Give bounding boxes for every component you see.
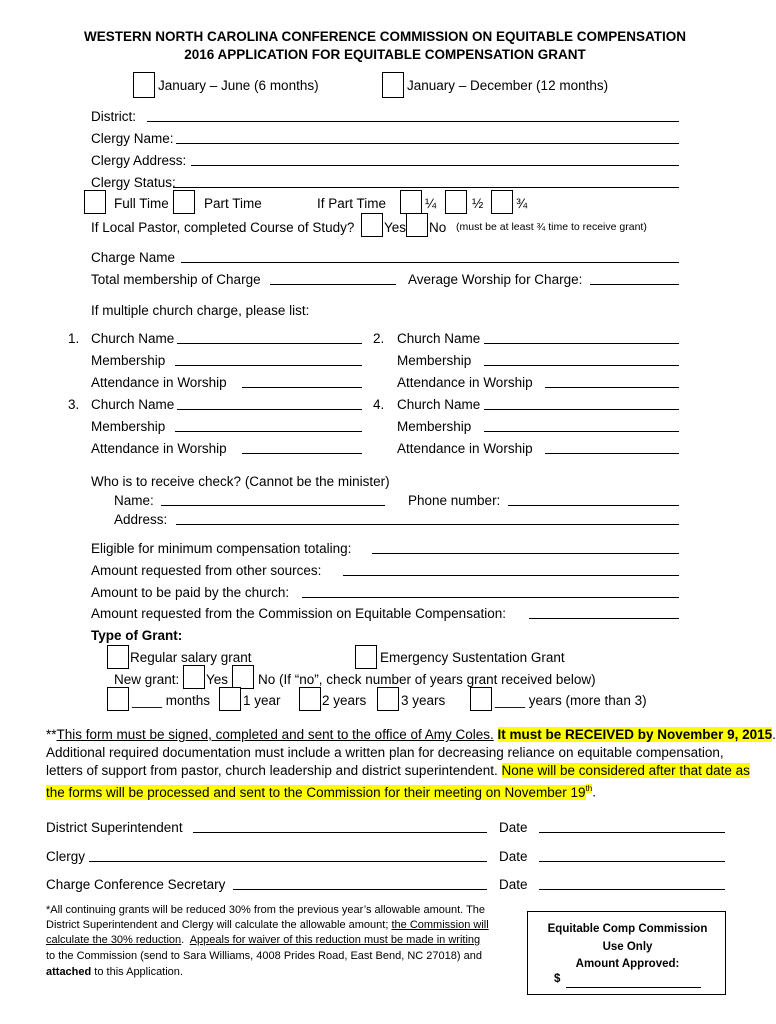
recipient-address-field[interactable]: [176, 524, 679, 525]
footer-line-3-underlined-2: Appeals for waiver of this reduction must be made in writing: [189, 934, 481, 946]
regular-salary-grant-label: Regular salary grant: [130, 650, 252, 665]
office-use-subtitle: Use Only: [602, 940, 653, 953]
notice-line-2: Additional required documentation must include a written plan for decreasing reliance on equitable compensation,: [46, 745, 724, 760]
two-years-label: 2 years: [322, 693, 367, 708]
commission-request-field[interactable]: [529, 618, 679, 619]
footer-attached: attached: [46, 966, 92, 978]
multiple-charge-label: If multiple church charge, please list:: [91, 303, 310, 318]
period-6-months-label: January – June (6 months): [158, 78, 319, 93]
eligible-amount-label: Eligible for minimum compensation totaling:: [91, 541, 352, 556]
new-grant-no-label: No (If “no”, check number of years grant received below): [258, 672, 596, 687]
church-1-attendance-field[interactable]: [242, 387, 362, 388]
clergy-date-field[interactable]: [539, 861, 725, 862]
period-12-months-checkbox[interactable]: [382, 72, 404, 98]
full-time-checkbox[interactable]: [84, 190, 106, 214]
church-3-attendance-field[interactable]: [242, 453, 362, 454]
ds-signature-field[interactable]: [193, 832, 487, 833]
grant-type-heading: Type of Grant:: [91, 628, 183, 643]
church-2-membership-field[interactable]: [484, 365, 679, 366]
notice-line-4-highlight: the forms will be processed and sent to the Commission for their meeting on November 19: [46, 784, 586, 800]
church-4-membership-label: Membership: [397, 419, 472, 434]
church-4-name-label: Church Name: [397, 397, 481, 412]
church-2-name-label: Church Name: [397, 331, 481, 346]
form-title: WESTERN NORTH CAROLINA CONFERENCE COMMISSION ON EQUITABLE COMPENSATION: [83, 29, 686, 44]
church-1-name-label: Church Name: [91, 331, 175, 346]
church-2-number: 2.: [373, 331, 385, 346]
recipient-address-label: Address:: [114, 512, 168, 527]
church-1-membership-label: Membership: [91, 353, 166, 368]
clergy-date-label: Date: [499, 849, 528, 864]
notice-line-4: [46, 780, 596, 801]
months-label: ____ months: [132, 693, 211, 708]
church-paid-label: Amount to be paid by the church:: [91, 585, 290, 600]
secretary-date-label: Date: [499, 877, 528, 892]
other-sources-label: Amount requested from other sources:: [91, 563, 322, 578]
course-of-study-yes-checkbox[interactable]: [361, 213, 383, 237]
other-sources-field[interactable]: [343, 575, 679, 576]
church-4-membership-field[interactable]: [484, 431, 679, 432]
emergency-grant-checkbox[interactable]: [355, 645, 377, 669]
new-grant-label: New grant:: [114, 672, 180, 687]
church-4-attendance-label: Attendance in Worship: [397, 441, 533, 456]
emergency-grant-label: Emergency Sustentation Grant: [380, 650, 565, 665]
church-4-number: 4.: [373, 397, 385, 412]
phone-number-label: Phone number:: [408, 493, 501, 508]
office-use-title: Equitable Comp Commission: [547, 923, 708, 935]
recipient-name-field[interactable]: [161, 505, 385, 506]
charge-name-label: Charge Name: [91, 250, 176, 265]
footer-line-5: [46, 965, 183, 981]
clergy-address-field[interactable]: [191, 165, 679, 166]
notice-signature-requirement: This form must be signed, completed and sent to the office of Amy Coles.: [56, 727, 494, 742]
clergy-name-label: Clergy Name:: [91, 131, 174, 146]
course-of-study-yes-label: Yes: [384, 220, 407, 235]
new-grant-yes-label: Yes: [206, 672, 229, 687]
church-2-attendance-label: Attendance in Worship: [397, 375, 533, 390]
more-years-checkbox[interactable]: [470, 687, 492, 711]
eligible-amount-field[interactable]: [372, 553, 679, 554]
footer-line-1: *All continuing grants will be reduced 30% from the previous year’s allowable amount. The: [46, 904, 486, 916]
church-1-attendance-label: Attendance in Worship: [91, 375, 227, 390]
check-recipient-label: Who is to receive check? (Cannot be the minister): [91, 474, 390, 489]
church-4-name-field[interactable]: [484, 409, 679, 410]
three-years-checkbox[interactable]: [377, 687, 399, 711]
church-1-membership-field[interactable]: [175, 365, 362, 366]
new-grant-no-checkbox[interactable]: [232, 665, 254, 689]
ds-signature-label: District Superintendent: [46, 820, 183, 835]
office-use-box: [527, 911, 726, 995]
amount-approved-label: Amount Approved:: [575, 958, 680, 970]
church-3-membership-label: Membership: [91, 419, 166, 434]
more-years-label: ____ years (more than 3): [495, 693, 647, 708]
church-1-name-field[interactable]: [177, 343, 362, 344]
period-6-months-checkbox[interactable]: [133, 72, 155, 98]
charge-name-field[interactable]: [181, 262, 679, 263]
church-2-attendance-field[interactable]: [545, 387, 679, 388]
church-2-name-field[interactable]: [484, 343, 679, 344]
clergy-name-field[interactable]: [176, 143, 679, 144]
notice-superscript: th: [585, 784, 593, 793]
commission-request-label: Amount requested from the Commission on Equitable Compensation:: [91, 606, 506, 621]
total-membership-field[interactable]: [270, 284, 396, 285]
clergy-signature-field[interactable]: [89, 861, 487, 862]
clergy-status-field[interactable]: [173, 187, 679, 188]
notice-prefix: **: [46, 727, 57, 742]
ds-date-label: Date: [499, 820, 528, 835]
one-year-checkbox[interactable]: [219, 687, 241, 711]
church-2-membership-label: Membership: [397, 353, 472, 368]
footer-line-5-text: to this Application.: [91, 966, 183, 978]
half-time-label: ½: [472, 196, 484, 211]
footer-line-2: [46, 918, 489, 934]
if-part-time-label: If Part Time: [317, 196, 387, 211]
footer-line-3-underlined-1: calculate the 30% reduction: [46, 934, 182, 946]
church-3-name-field[interactable]: [177, 409, 362, 410]
notice-period: .: [772, 727, 776, 742]
footer-line-3: [46, 933, 480, 949]
must-be-three-quarter-note: (must be at least ¾ time to receive grant): [456, 221, 647, 233]
notice-line-4-end: .: [592, 784, 596, 800]
part-time-checkbox[interactable]: [173, 190, 195, 214]
clergy-signature-label: Clergy: [46, 849, 86, 864]
total-membership-label: Total membership of Charge: [91, 272, 261, 287]
three-quarter-time-label: ¾: [516, 196, 528, 211]
notice-line-3: [46, 762, 750, 779]
one-year-label: 1 year: [243, 693, 281, 708]
course-of-study-no-checkbox[interactable]: [406, 213, 428, 237]
local-pastor-question: If Local Pastor, completed Course of Study?: [91, 220, 355, 235]
notice-line-3-text: letters of support from pastor, church leadership and district superintendent.: [46, 763, 498, 778]
notice-line-1: [46, 726, 776, 743]
average-worship-field[interactable]: [590, 284, 679, 285]
church-3-attendance-label: Attendance in Worship: [91, 441, 227, 456]
half-time-checkbox[interactable]: [445, 190, 467, 214]
footer-line-3-sep: .: [181, 934, 190, 946]
quarter-time-checkbox[interactable]: [400, 190, 422, 214]
footer-line-2-underlined: the Commission will: [391, 919, 489, 931]
months-checkbox[interactable]: [107, 687, 129, 711]
district-field[interactable]: [147, 121, 679, 122]
secretary-signature-label: Charge Conference Secretary: [46, 877, 226, 892]
notice-line-3-highlight: None will be considered after that date as: [501, 763, 750, 778]
dollar-sign: $: [554, 973, 561, 985]
course-of-study-no-label: No: [429, 220, 447, 235]
district-label: District:: [91, 109, 136, 124]
footer-line-4: to the Commission (send to Sara Williams, 4008 Prides Road, East Bend, NC 27018) and: [46, 950, 482, 962]
clergy-status-label: Clergy Status:: [91, 175, 176, 190]
church-3-number: 3.: [68, 397, 80, 412]
notice-deadline: It must be RECEIVED by November 9, 2015: [497, 727, 773, 742]
new-grant-yes-checkbox[interactable]: [183, 665, 205, 689]
amount-approved-field[interactable]: [566, 987, 701, 988]
church-4-attendance-field[interactable]: [545, 453, 679, 454]
three-years-label: 3 years: [401, 693, 446, 708]
form-subtitle: 2016 APPLICATION FOR EQUITABLE COMPENSATION GRANT: [184, 47, 586, 62]
phone-number-field[interactable]: [508, 505, 679, 506]
recipient-name-label: Name:: [114, 493, 154, 508]
church-3-name-label: Church Name: [91, 397, 175, 412]
secretary-signature-field[interactable]: [233, 889, 487, 890]
footer-line-2-text: District Superintendent and Clergy will calculate the allowable amount;: [46, 919, 392, 931]
secretary-date-field[interactable]: [539, 889, 725, 890]
church-1-number: 1.: [68, 331, 80, 346]
full-time-label: Full Time: [114, 196, 169, 211]
church-paid-field[interactable]: [302, 597, 679, 598]
two-years-checkbox[interactable]: [299, 687, 321, 711]
quarter-time-label: ¼: [425, 196, 437, 211]
average-worship-label: Average Worship for Charge:: [408, 272, 583, 287]
clergy-address-label: Clergy Address:: [91, 153, 187, 168]
period-12-months-label: January – December (12 months): [407, 78, 609, 93]
three-quarter-time-checkbox[interactable]: [491, 190, 513, 214]
church-3-membership-field[interactable]: [175, 431, 362, 432]
ds-date-field[interactable]: [539, 832, 725, 833]
regular-salary-grant-checkbox[interactable]: [107, 645, 129, 669]
part-time-label: Part Time: [204, 196, 262, 211]
